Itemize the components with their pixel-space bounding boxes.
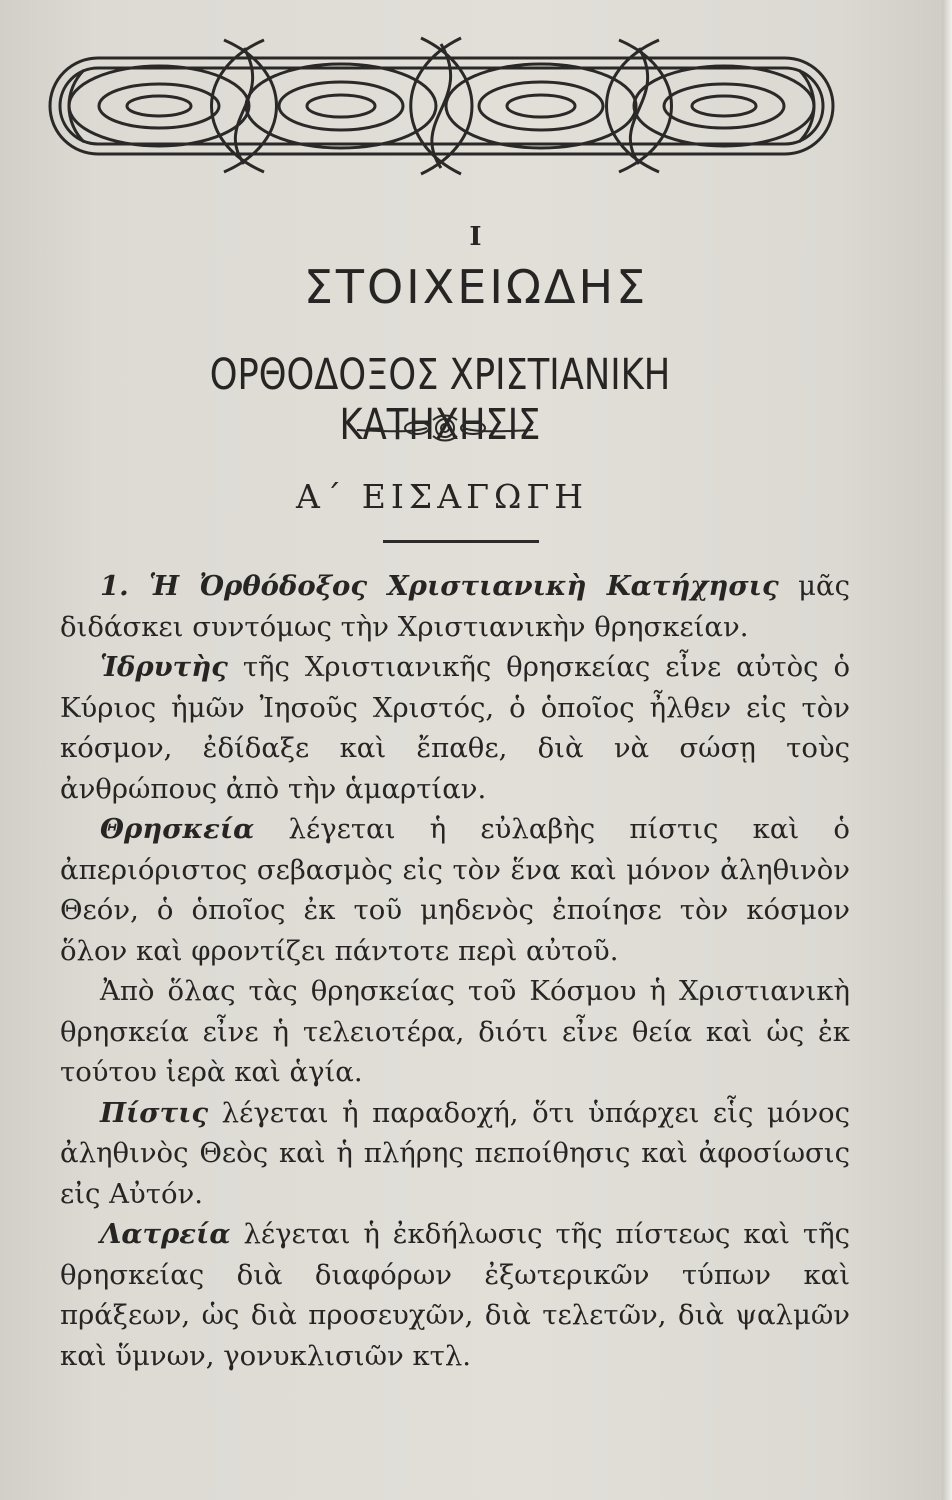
- paragraph: [60, 1093, 850, 1215]
- paragraph-body: λέγεται ἡ ἐκδήλωσις τῆς πίστεως καὶ τῆς θρησκείας διὰ διαφόρων ἐξωτερικῶν τύπων καὶ πράξεων, ὡς διὰ προσευχῶν, διὰ τελετῶν, διὰ ψαλμῶν καὶ ὕμνων, γονυκλισιῶν κτλ.: [60, 1218, 850, 1372]
- flourish-ornament: [355, 410, 535, 446]
- paragraph-body: τῆς Χριστιανικῆς θρησκείας εἶνε αὐτὸς ὁ Κύριος ἡμῶν Ἰησοῦς Χριστός, ὁ ὁποῖος ἦλθεν εἰς τὸν κόσμον, ἐδίδαξε καὶ ἔπαθε, διὰ νὰ σώσῃ τοὺς ἀνθρώπους ἀπὸ τὴν ἁμαρτίαν.: [60, 651, 850, 805]
- paragraph: [60, 566, 850, 647]
- paragraph: [60, 971, 850, 1093]
- section-heading: Α΄ ΕΙΣΑΓΩΓΗ: [295, 477, 589, 516]
- paragraph-lead: Λατρεία: [100, 1218, 231, 1250]
- paragraph-lead: Θρησκεία: [100, 813, 255, 845]
- body-text: [60, 566, 850, 1376]
- paragraph-body: λέγεται ἡ παραδοχή, ὅτι ὑπάρχει εἷς μόνος ἀληθινὸς Θεὸς καὶ ἡ πλήρης πεποίθησις καὶ ἀφοσίωσις εἰς Αὐτόν.: [60, 1096, 850, 1210]
- paragraph-lead: Ἱδρυτὴς: [100, 651, 228, 683]
- paragraph-body: Ἀπὸ ὅλας τὰς θρησκείας τοῦ Κόσμου ἡ Χριστιανικὴ θρησκεία εἶνε ἡ τελειοτέρα, διότι εἶνε θεία καὶ ὡς ἐκ τούτου ἱερὰ καὶ ἁγία.: [60, 975, 850, 1088]
- interlace-ornament: [44, 30, 839, 182]
- chapter-numeral: Ι: [469, 222, 483, 252]
- paragraph-body: λέγεται ἡ εὐλαβὴς πίστις καὶ ὁ ἀπεριόριστος σεβασμὸς εἰς τὸν ἕνα καὶ μόνον ἀληθινὸν Θεόν, ὁ ὁποῖος ἐκ τοῦ μηδενὸς ἐποίησε τὸν κόσμον ὅλον καὶ φροντίζει πάντοτε περὶ αὐτοῦ.: [60, 813, 850, 967]
- paragraph-body: μᾶς διδάσκει συντόμως τὴν Χριστιανικὴν θρησκείαν.: [60, 570, 850, 643]
- paragraph: [60, 647, 850, 809]
- paragraph: [60, 1214, 850, 1376]
- divider-rule: [383, 540, 539, 543]
- paragraph-lead: Πίστις: [100, 1096, 209, 1129]
- page-subtitle: ΟΡΘΟΔΟΞΟΣ ΧΡΙΣΤΙΑΝΙΚΗ ΚΑΤΗΧΗΣΙΣ: [209, 350, 671, 450]
- page-title: ΣΤΟΙΧΕΙΩΔΗΣ: [303, 260, 649, 314]
- paragraph: [60, 809, 850, 971]
- paragraph-lead: 1. Ἡ Ὀρθόδοξος Χριστιανικὴ Κατήχησις: [100, 570, 779, 602]
